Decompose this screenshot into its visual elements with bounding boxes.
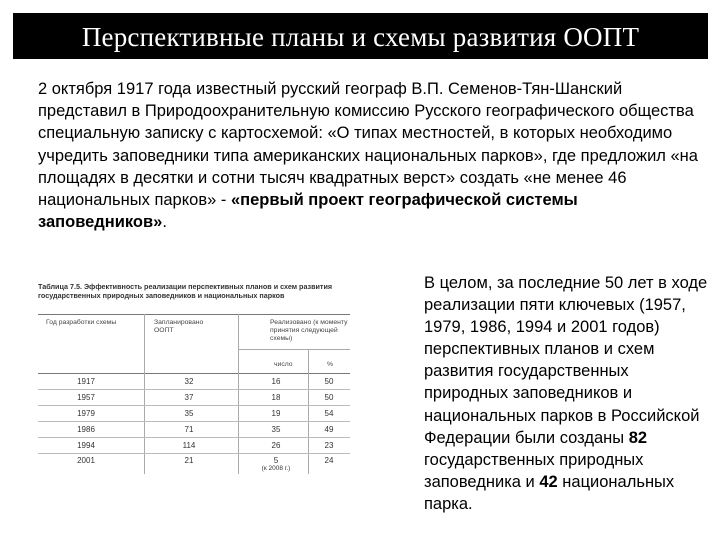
effectiveness-table — [38, 283, 390, 475]
cell-planned: 37 — [184, 393, 194, 402]
col-sep-2 — [238, 314, 239, 474]
slide-title: Перспективные планы и схемы развития ООПТ — [13, 13, 708, 59]
col-sep-1 — [144, 314, 145, 474]
cell-year: 1979 — [77, 409, 95, 418]
summary-part3: национальных парка. — [424, 472, 675, 513]
cell-count: 19 — [271, 409, 281, 418]
cell-percent: 23 — [324, 441, 334, 450]
cell-percent: 50 — [324, 393, 334, 402]
intro-end: . — [162, 213, 167, 232]
th-percent: % — [327, 361, 334, 368]
table-header-rule — [38, 373, 350, 374]
cell-percent: 54 — [324, 409, 334, 418]
table-caption: Таблица 7.5. Эффективность реализации перспективных планов и схем развития государственных природных заповедников и национальных парков — [38, 282, 333, 300]
row-rule — [38, 405, 350, 406]
cell-planned: 71 — [184, 425, 194, 434]
intro-emphasis: «первый проект географической системы заповедников» — [38, 191, 578, 232]
cell-percent: 24 — [324, 456, 334, 465]
cell-percent: 50 — [324, 377, 334, 386]
cell-count: 16 — [271, 377, 281, 386]
row-rule — [38, 389, 350, 390]
th-sub-rule — [238, 349, 350, 350]
cell-planned: 114 — [182, 441, 196, 450]
cell-planned: 32 — [184, 377, 194, 386]
col-sep-3 — [308, 349, 309, 474]
intro-text: 2 октября 1917 года известный русский географ В.П. Семенов-Тян-Шанский представил в Природоохранительную комиссию Русского географического общества специальную записку с картосхемой: «О типах местностей, в которых необходимо учредить заповедники типа американских национальных парков», где предложил «на площадях в десятки и сотни тысяч квадратных верст» создать «не менее 46 национальных парков» - — [38, 80, 698, 210]
summary-paragraph — [424, 272, 714, 515]
summary-part2: государственных природных заповедника и — [424, 450, 644, 491]
summary-part1: В целом, за последние 50 лет в ходе реализации пяти ключевых (1957, 1979, 1986, 1994 и 2001 годов) перспективных планов и схем развития государственных природных заповедников и национальных парков в Российской Федерации были созданы — [424, 274, 708, 447]
row-rule — [38, 437, 350, 438]
summary-num1: 82 — [628, 428, 648, 447]
th-planned: Запланировано ООПТ — [154, 319, 204, 334]
cell-count: 26 — [271, 441, 281, 450]
cell-year: 1957 — [77, 393, 95, 402]
th-realized: Реализовано (к моменту принятия следующей схемы) — [270, 319, 348, 342]
cell-count: 18 — [271, 393, 281, 402]
row-rule — [38, 453, 350, 454]
th-year: Год разработки схемы — [46, 319, 117, 326]
cell-planned: 35 — [184, 409, 194, 418]
cell-year: 1917 — [77, 377, 95, 386]
row-rule — [38, 421, 350, 422]
table-top-rule — [38, 314, 350, 315]
summary-num2: 42 — [539, 472, 558, 491]
th-count: число — [274, 361, 293, 368]
cell-year: 1994 — [77, 441, 95, 450]
intro-paragraph — [38, 78, 703, 233]
cell-year: 1986 — [77, 425, 95, 434]
cell-count: 35 — [271, 425, 281, 434]
cell-count: 5 — [273, 456, 279, 465]
cell-planned: 21 — [184, 456, 194, 465]
cell-year: 2001 — [77, 456, 95, 465]
cell-percent: 49 — [324, 425, 334, 434]
cell-note: (к 2008 г.) — [261, 465, 291, 472]
